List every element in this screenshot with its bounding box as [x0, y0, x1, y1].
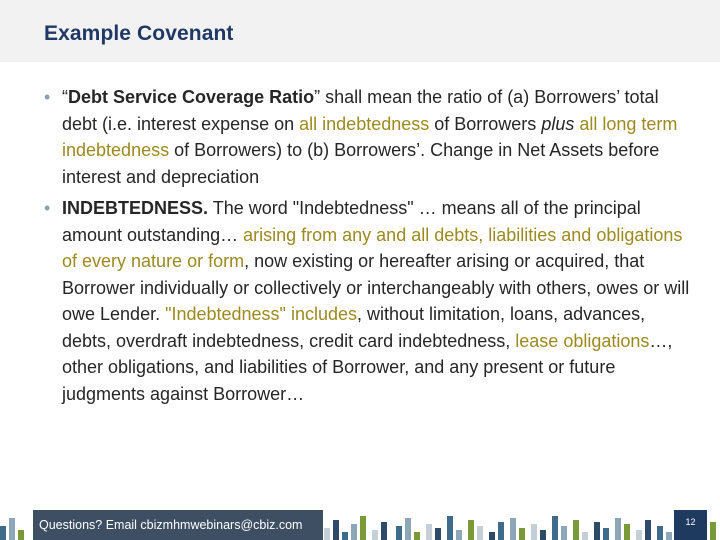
decorative-bar [710, 522, 716, 540]
decorative-bar [615, 518, 621, 540]
highlight-run: arising from any and all debts, liabilities and obligations of every nature or form [62, 224, 683, 271]
decorative-bar [552, 516, 558, 540]
decorative-bar [351, 524, 357, 540]
decorative-bar [636, 530, 642, 540]
decorative-bar [435, 528, 441, 540]
bullet-indebtedness-definition [44, 195, 694, 407]
decorative-bar [18, 530, 24, 540]
decorative-bar [9, 518, 15, 540]
decorative-bar [657, 526, 663, 540]
decorative-bar [0, 526, 6, 540]
text-run: …, other obligations, and liabilities of Borrower, and any present or future judgments against Borrower… [62, 330, 673, 404]
text-run: , now existing or hereafter arising or acquired, that Borrower individually or collectively or interchangeably with others, owes or will owe Lender. [62, 251, 690, 324]
page-number-box [674, 510, 707, 540]
decorative-bar [498, 522, 504, 540]
decorative-bar [573, 520, 579, 540]
decorative-bar [519, 528, 525, 540]
footer-contact-text: Questions? Email cbizmhmwebinars@cbiz.com [39, 518, 303, 532]
bullet-dot-icon: • [44, 198, 51, 218]
decorative-bar [381, 522, 387, 540]
text-run: ” shall mean the ratio of (a) Borrowers’ total debt (i.e. interest expense on [62, 87, 659, 134]
highlight-run: lease obligations [515, 330, 650, 351]
footer-contact-box [33, 510, 323, 540]
decorative-bar [477, 526, 483, 540]
decorative-bar [645, 520, 651, 540]
decorative-bar [426, 524, 432, 540]
decorative-bar [468, 520, 474, 540]
decorative-bar [414, 532, 420, 540]
decorative-bar [594, 522, 600, 540]
decorative-bar [666, 532, 672, 540]
text-run: Debt Service Coverage Ratio [68, 87, 315, 107]
decorative-bar [561, 526, 567, 540]
highlight-run: "Indebtedness" includes [165, 304, 357, 324]
text-run: of Borrowers [429, 113, 542, 134]
decorative-bar [396, 526, 402, 540]
highlight-run: all long term indebtedness [62, 113, 678, 160]
slide-title: Example Covenant [44, 22, 234, 45]
decorative-bar [582, 532, 588, 540]
page-number: 12 [685, 517, 696, 527]
highlight-run: all indebtedness [299, 113, 430, 134]
decorative-bar [342, 532, 348, 540]
decorative-bar [456, 530, 462, 540]
decorative-bar [405, 518, 411, 540]
decorative-bar [372, 530, 378, 540]
decorative-bar [531, 524, 537, 540]
text-run: INDEBTEDNESS. [62, 198, 209, 218]
text-run: “ [62, 87, 68, 107]
text-run: , without limitation, loans, advances, debts, overdraft indebtedness, credit card indebtedness, [62, 304, 646, 351]
decorative-bar [333, 520, 339, 540]
decorative-bar [324, 528, 330, 540]
decorative-bar [624, 524, 630, 540]
decorative-bar [603, 528, 609, 540]
decorative-bar [360, 516, 366, 540]
bullet-dscr-definition [44, 84, 694, 190]
decorative-bar [540, 530, 546, 540]
text-run: of Borrowers) to (b) Borrowers’. Change in Net Assets before interest and depreciation [62, 140, 660, 187]
decorative-bar [510, 518, 516, 540]
bullet-list [44, 84, 694, 407]
text-run: The word "Indebtedness" … means all of the principal amount outstanding… [62, 198, 641, 245]
text-run: plus [541, 113, 575, 134]
decorative-bar [447, 516, 453, 540]
decorative-bar [489, 532, 495, 540]
bullet-dot-icon: • [44, 87, 51, 107]
